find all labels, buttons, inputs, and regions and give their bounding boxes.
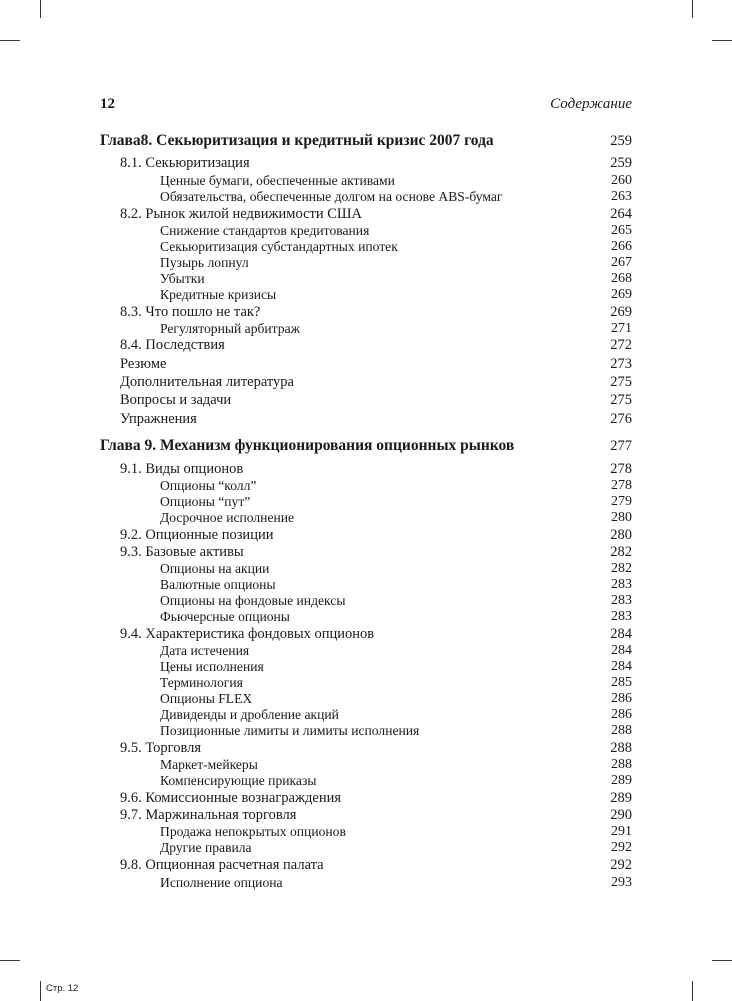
toc-entry	[100, 336, 632, 354]
entry-page: 282	[611, 561, 632, 576]
entry-page: 283	[611, 593, 632, 608]
entry-page: 278	[611, 478, 632, 493]
entry-title: Позиционные лимиты и лимиты исполнения	[160, 723, 420, 738]
entry-title: Компенсирующие приказы	[160, 773, 317, 788]
chapter-title: Глава 9. Механизм функционирования опционных рынков	[100, 437, 515, 454]
entry-page: 269	[611, 287, 632, 302]
entry-title: Исполнение опциона	[160, 875, 283, 890]
entry-page: 289	[610, 790, 632, 806]
entry-title: Ценные бумаги, обеспеченные активами	[160, 173, 395, 188]
toc-entry	[100, 303, 632, 321]
crop-mark-top-left-horizontal	[0, 40, 20, 41]
crop-mark-bottom-right-horizontal	[712, 960, 732, 961]
entry-page: 266	[611, 239, 632, 254]
entry-title: Опционы FLEX	[160, 691, 253, 706]
entry-title: 9.7. Маржинальная торговля	[120, 807, 297, 823]
crop-mark-top-right-horizontal	[712, 40, 732, 41]
entry-page: 288	[610, 740, 632, 756]
entry-title: Опционы “колл”	[160, 478, 257, 493]
toc-entry	[100, 460, 632, 478]
entry-title: Резюме	[120, 356, 167, 372]
chapter-title: Глава8. Секьюритизация и кредитный кризис 2007 года	[100, 132, 494, 149]
entry-page: 280	[611, 510, 632, 525]
crop-mark-bottom-left-vertical	[40, 981, 41, 1001]
entry-page: 290	[610, 807, 632, 823]
entry-page: 288	[611, 723, 632, 738]
crop-mark-top-left-vertical	[40, 0, 41, 18]
entry-title: 9.1. Виды опционов	[120, 461, 244, 477]
entry-page: 289	[611, 773, 632, 788]
toc-entry	[100, 739, 632, 757]
entry-page: 284	[611, 659, 632, 674]
toc-entry	[100, 772, 632, 790]
entry-title: Валютные опционы	[160, 577, 276, 592]
entry-title: Пузырь лопнул	[160, 255, 249, 270]
entry-page: 276	[610, 411, 632, 427]
toc-entry	[100, 608, 632, 626]
toc-entry	[100, 722, 632, 740]
toc-entry	[100, 625, 632, 643]
entry-title: Обязательства, обеспеченные долгом на основе ABS-бумаг	[160, 189, 503, 204]
entry-title: Опционы на акции	[160, 561, 270, 576]
entry-page: 273	[610, 356, 632, 372]
entry-page: 259	[610, 155, 632, 171]
entry-page: 291	[611, 824, 632, 839]
toc-entry	[100, 355, 632, 373]
toc-chapter-9	[100, 437, 632, 455]
crop-mark-bottom-right-vertical	[692, 981, 693, 1001]
toc-entry	[100, 410, 632, 428]
entry-page: 284	[610, 626, 632, 642]
entry-page: 285	[611, 675, 632, 690]
entry-page: 271	[611, 321, 632, 336]
entry-page: 272	[610, 337, 632, 353]
toc-entry	[100, 806, 632, 824]
entry-page: 267	[611, 255, 632, 270]
entry-title: Упражнения	[120, 411, 197, 427]
toc-entry	[100, 543, 632, 561]
entry-page: 284	[611, 643, 632, 658]
entry-page: 269	[610, 304, 632, 320]
entry-title: Дата истечения	[160, 643, 250, 658]
toc-entry	[100, 839, 632, 857]
running-title: Содержание	[550, 96, 632, 112]
entry-page: 264	[610, 206, 632, 222]
toc-entry	[100, 391, 632, 409]
toc-entry	[100, 789, 632, 807]
entry-title: 9.4. Характеристика фондовых опционов	[120, 626, 375, 642]
toc-chapter-8	[100, 132, 632, 150]
entry-page: 286	[611, 707, 632, 722]
entry-page: 292	[610, 857, 632, 873]
page-number: 12	[100, 96, 115, 112]
entry-page: 275	[610, 374, 632, 390]
entry-page: 265	[611, 223, 632, 238]
entry-title: Маркет-мейкеры	[160, 757, 258, 772]
toc-entry	[100, 154, 632, 172]
entry-page: 279	[611, 494, 632, 509]
entry-title: Цены исполнения	[160, 659, 264, 674]
entry-title: 8.1. Секьюритизация	[120, 155, 250, 171]
toc-entry	[100, 373, 632, 391]
entry-page: 268	[611, 271, 632, 286]
entry-title: Фьючерсные опционы	[160, 609, 290, 624]
entry-page: 283	[611, 577, 632, 592]
crop-mark-top-right-vertical	[692, 0, 693, 18]
entry-page: 293	[611, 875, 632, 890]
entry-title: 8.2. Рынок жилой недвижимости США	[120, 206, 362, 222]
crop-mark-bottom-left-horizontal	[0, 960, 20, 961]
entry-page: 283	[611, 609, 632, 624]
footer-page-label: Стр. 12	[46, 983, 79, 994]
entry-title: Убытки	[160, 271, 205, 286]
toc-entry	[100, 509, 632, 527]
toc-entry	[100, 874, 632, 892]
entry-page: 288	[611, 757, 632, 772]
entry-title: 9.2. Опционные позиции	[120, 527, 274, 543]
entry-title: 9.8. Опционная расчетная палата	[120, 857, 324, 873]
entry-page: 280	[610, 527, 632, 543]
entry-title: Дивиденды и дробление акций	[160, 707, 339, 722]
entry-title: Дополнительная литература	[120, 374, 294, 390]
entry-title: Продажа непокрытых опционов	[160, 824, 346, 839]
toc-entry	[100, 856, 632, 874]
entry-title: 9.5. Торговля	[120, 740, 202, 756]
entry-title: 8.4. Последствия	[120, 337, 225, 353]
entry-title: Регуляторный арбитраж	[160, 321, 301, 336]
chapter-page: 277	[610, 438, 632, 454]
entry-title: Другие правила	[160, 840, 252, 855]
entry-title: Терминология	[160, 675, 243, 690]
entry-page: 292	[611, 840, 632, 855]
entry-title: 8.3. Что пошло не так?	[120, 304, 261, 320]
entry-title: Опционы на фондовые индексы	[160, 593, 346, 608]
toc-entry	[100, 205, 632, 223]
entry-title: Кредитные кризисы	[160, 287, 277, 302]
toc-entry	[100, 526, 632, 544]
entry-title: 9.6. Комиссионные вознаграждения	[120, 790, 342, 806]
entry-title: Опционы “пут”	[160, 494, 251, 509]
entry-page: 282	[610, 544, 632, 560]
entry-title: Снижение стандартов кредитования	[160, 223, 370, 238]
entry-page: 260	[611, 173, 632, 188]
entry-title: Секьюритизация субстандартных ипотек	[160, 239, 398, 254]
entry-title: 9.3. Базовые активы	[120, 544, 244, 560]
entry-title: Досрочное исполнение	[160, 510, 295, 525]
chapter-page: 259	[610, 133, 632, 149]
toc-entry	[100, 286, 632, 304]
entry-page: 286	[611, 691, 632, 706]
entry-page: 278	[610, 461, 632, 477]
entry-page: 275	[610, 392, 632, 408]
entry-title: Вопросы и задачи	[120, 392, 232, 408]
entry-page: 263	[611, 189, 632, 204]
toc-entry	[100, 188, 632, 206]
